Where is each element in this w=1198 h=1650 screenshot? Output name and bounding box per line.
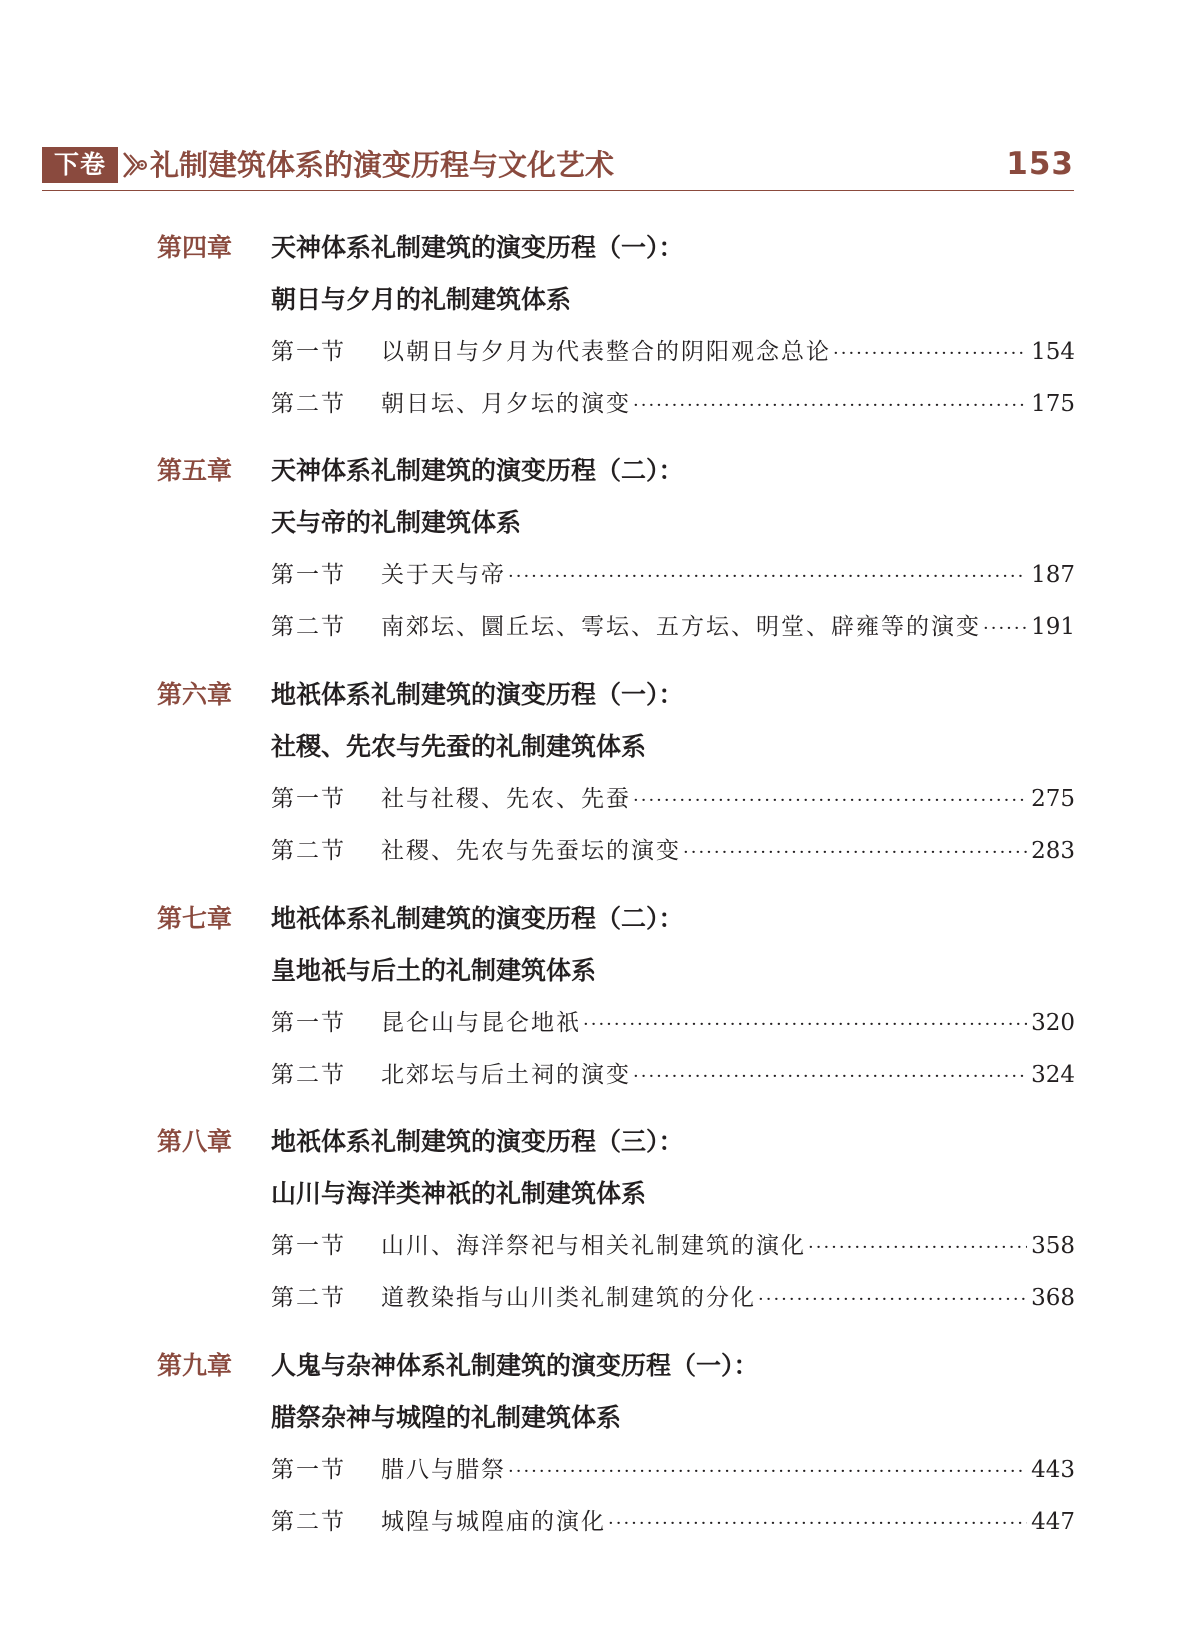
toc-chapter [157, 675, 1075, 883]
chapter-subtitle-row [157, 503, 1075, 555]
section-label: 第一节 [271, 562, 346, 588]
chapter-subtitle-row [157, 280, 1075, 332]
toc-section-entry[interactable] [271, 1502, 1075, 1554]
chapter-subtitle-row [157, 951, 1075, 1003]
section-title: 山川、海洋祭祀与相关礼制建筑的演化 [381, 1233, 806, 1259]
chapter-title: 人鬼与杂神体系礼制建筑的演变历程（一）： [271, 1351, 759, 1380]
toc-chapter [157, 228, 1075, 436]
dot-leader [508, 1452, 1027, 1492]
chapter-label: 第四章 [157, 233, 233, 262]
chapter-subtitle-row [157, 1174, 1075, 1226]
section-title: 朝日坛、月夕坛的演变 [381, 391, 631, 417]
chapter-heading [157, 899, 1075, 951]
chapter-subtitle-row [157, 1398, 1075, 1450]
chapter-title: 天神体系礼制建筑的演变历程（一）： [271, 233, 684, 262]
chapter-subtitle: 皇地祇与后土的礼制建筑体系 [271, 956, 597, 985]
dot-leader [633, 781, 1027, 821]
chapter-label: 第八章 [157, 1127, 233, 1156]
chapter-subtitle: 天与帝的礼制建筑体系 [271, 508, 522, 537]
section-page: 187 [1031, 562, 1075, 588]
toc-section-entry[interactable] [271, 831, 1075, 883]
section-title: 昆仑山与昆仑地祇 [381, 1010, 581, 1036]
toc-section-entry[interactable] [271, 607, 1075, 659]
chapter-heading [157, 228, 1075, 280]
toc-section-entry[interactable] [271, 555, 1075, 607]
dot-leader [633, 1057, 1027, 1097]
chapter-heading [157, 451, 1075, 503]
chapter-heading [157, 1122, 1075, 1174]
chapter-title: 天神体系礼制建筑的演变历程（二）： [271, 456, 684, 485]
section-title: 关于天与帝 [381, 562, 506, 588]
toc-section-entry[interactable] [271, 384, 1075, 436]
section-title: 以朝日与夕月为代表整合的阴阳观念总论 [381, 339, 831, 365]
section-title: 道教染指与山川类礼制建筑的分化 [381, 1285, 756, 1311]
section-page: 358 [1031, 1233, 1075, 1259]
section-title: 腊八与腊祭 [381, 1457, 506, 1483]
section-page: 324 [1031, 1062, 1075, 1088]
section-label: 第二节 [271, 1062, 346, 1088]
dot-leader [833, 334, 1027, 374]
chapter-heading [157, 1346, 1075, 1398]
section-page: 368 [1031, 1285, 1075, 1311]
dot-leader [608, 1504, 1027, 1544]
scroll-ornament-icon [120, 149, 150, 181]
section-page: 320 [1031, 1010, 1075, 1036]
dot-leader [583, 1005, 1027, 1045]
chapter-label: 第七章 [157, 904, 233, 933]
section-page: 275 [1031, 786, 1075, 812]
section-title: 社与社稷、先农、先蚕 [381, 786, 631, 812]
toc-chapter [157, 1122, 1075, 1330]
toc-chapter [157, 1346, 1075, 1554]
section-page: 154 [1031, 339, 1075, 365]
section-label: 第一节 [271, 1457, 346, 1483]
section-label: 第二节 [271, 614, 346, 640]
section-title: 北郊坛与后土祠的演变 [381, 1062, 631, 1088]
running-header-title: 礼制建筑体系的演变历程与文化艺术 [150, 148, 615, 182]
dot-leader [633, 386, 1027, 426]
volume-tag: 下卷 [42, 147, 118, 183]
dot-leader [683, 833, 1027, 873]
toc-section-entry[interactable] [271, 1003, 1075, 1055]
toc-section-entry[interactable] [271, 1055, 1075, 1107]
dot-leader [508, 557, 1027, 597]
section-title: 社稷、先农与先蚕坛的演变 [381, 838, 681, 864]
chapter-label: 第六章 [157, 680, 233, 709]
section-label: 第一节 [271, 1010, 346, 1036]
chapter-title: 地祇体系礼制建筑的演变历程（二）： [271, 904, 684, 933]
dot-leader [808, 1228, 1027, 1268]
toc-section-entry[interactable] [271, 779, 1075, 831]
toc-chapter [157, 899, 1075, 1107]
chapter-subtitle: 山川与海洋类神祇的礼制建筑体系 [271, 1179, 647, 1208]
section-page: 191 [1031, 614, 1075, 640]
section-label: 第一节 [271, 786, 346, 812]
section-label: 第二节 [271, 391, 346, 417]
toc-section-entry[interactable] [271, 1226, 1075, 1278]
section-label: 第一节 [271, 1233, 346, 1259]
chapter-heading [157, 675, 1075, 727]
section-label: 第二节 [271, 1285, 346, 1311]
section-page: 283 [1031, 838, 1075, 864]
chapter-title: 地祇体系礼制建筑的演变历程（一）： [271, 680, 684, 709]
section-label: 第一节 [271, 339, 346, 365]
running-header [42, 140, 1074, 191]
section-title: 城隍与城隍庙的演化 [381, 1509, 606, 1535]
chapter-subtitle: 朝日与夕月的礼制建筑体系 [271, 285, 572, 314]
toc-section-entry[interactable] [271, 1278, 1075, 1330]
section-page: 443 [1031, 1457, 1075, 1483]
page-number: 153 [1006, 146, 1074, 182]
chapter-subtitle-row [157, 727, 1075, 779]
toc-section-entry[interactable] [271, 332, 1075, 384]
section-label: 第二节 [271, 838, 346, 864]
dot-leader [758, 1280, 1027, 1320]
dot-leader [983, 609, 1027, 649]
toc-chapter [157, 451, 1075, 659]
chapter-subtitle: 社稷、先农与先蚕的礼制建筑体系 [271, 732, 647, 761]
chapter-label: 第五章 [157, 456, 233, 485]
chapter-subtitle: 腊祭杂神与城隍的礼制建筑体系 [271, 1403, 622, 1432]
chapter-label: 第九章 [157, 1351, 233, 1380]
chapter-title: 地祇体系礼制建筑的演变历程（三）： [271, 1127, 684, 1156]
toc-section-entry[interactable] [271, 1450, 1075, 1502]
section-title: 南郊坛、圜丘坛、雩坛、五方坛、明堂、辟雍等的演变 [381, 614, 981, 640]
section-label: 第二节 [271, 1509, 346, 1535]
section-page: 447 [1031, 1509, 1075, 1535]
section-page: 175 [1031, 391, 1075, 417]
